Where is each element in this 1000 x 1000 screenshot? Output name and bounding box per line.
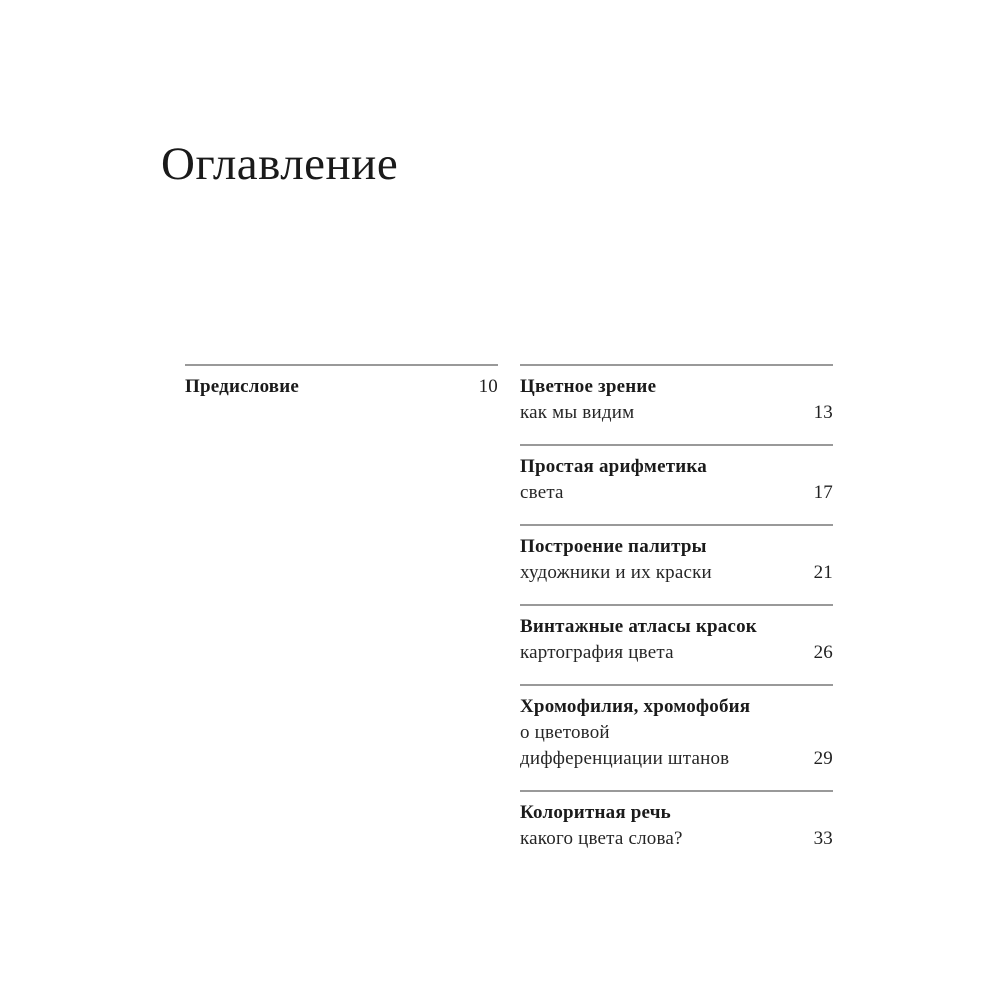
chapter-title: Колоритная речь — [520, 802, 671, 823]
chapter-title: Построение палитры — [520, 536, 707, 557]
chapter-title: Простая арифметика — [520, 456, 707, 477]
chapter-subtitle: света — [520, 482, 564, 503]
chapter-subtitle: картография цвета — [520, 642, 674, 663]
chapter-subtitle: как мы видим — [520, 402, 635, 423]
toc-entry-colorful-speech — [520, 790, 833, 852]
toc-entry-color-vision — [520, 364, 833, 426]
chapter-subtitle: о цветовой — [520, 722, 610, 743]
chapter-title: Винтажные атласы красок — [520, 616, 757, 637]
toc-row — [520, 480, 833, 506]
toc-row — [520, 800, 833, 826]
toc-row — [520, 640, 833, 666]
chapter-subtitle: дифференциации штанов — [520, 748, 730, 769]
toc-row — [185, 374, 498, 400]
toc-row — [520, 454, 833, 480]
toc-row — [520, 746, 833, 772]
page-number: 10 — [478, 376, 498, 397]
page-number: 13 — [813, 402, 833, 423]
toc-row — [520, 720, 833, 746]
chapter-subtitle: какого цвета слова? — [520, 828, 683, 849]
toc-right-column — [520, 364, 833, 870]
toc-entry-building-palette — [520, 524, 833, 586]
page-number: 21 — [813, 562, 833, 583]
page-number: 26 — [813, 642, 833, 663]
page-title: Оглавление — [161, 138, 399, 190]
toc-row — [520, 534, 833, 560]
page-number: 17 — [813, 482, 833, 503]
chapter-title: Предисловие — [185, 376, 300, 397]
toc-row — [520, 694, 833, 720]
chapter-title: Цветное зрение — [520, 376, 657, 397]
toc-entry-preface — [185, 364, 498, 400]
toc-row — [520, 400, 833, 426]
toc-entry-simple-arithmetic — [520, 444, 833, 506]
toc-entry-vintage-atlases — [520, 604, 833, 666]
toc-row — [520, 560, 833, 586]
toc-left-column — [185, 364, 498, 418]
chapter-subtitle: художники и их краски — [520, 562, 712, 583]
page-number: 29 — [813, 748, 833, 769]
toc-row — [520, 614, 833, 640]
chapter-title: Хромофилия, хромофобия — [520, 696, 751, 717]
page-number: 33 — [813, 828, 833, 849]
toc-entry-chromophilia — [520, 684, 833, 772]
toc-row — [520, 826, 833, 852]
toc-row — [520, 374, 833, 400]
